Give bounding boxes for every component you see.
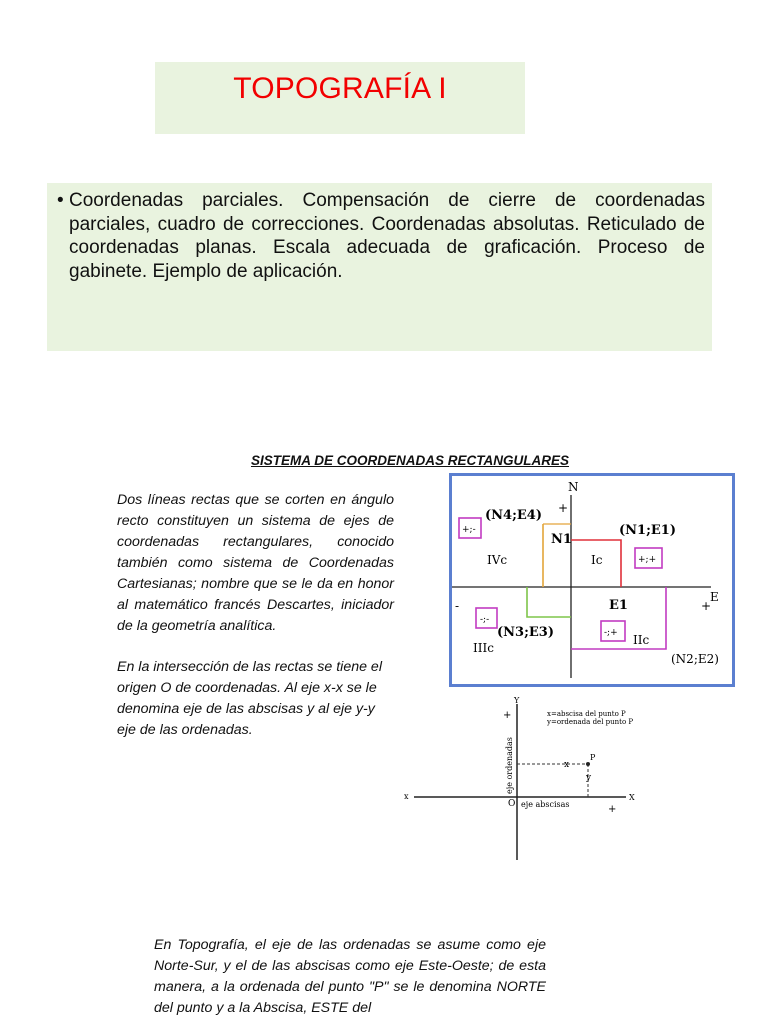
sign-q4: +;-	[462, 525, 476, 535]
plus-top-label: +	[558, 501, 569, 515]
point-n2e2-label: (N2;E2)	[671, 652, 719, 666]
quadrant-ii-label: IIc	[633, 633, 650, 647]
sign-q1: +;+	[638, 555, 657, 565]
legend-line-1: x=abscisa del punto P	[547, 710, 626, 718]
sign-q3: -;-	[480, 615, 490, 625]
section-title: SISTEMA DE COORDENADAS RECTANGULARES	[250, 453, 569, 468]
sign-q2: -;+	[604, 628, 618, 638]
minus-left-label: -	[455, 599, 460, 613]
x-mark: x	[564, 760, 570, 770]
quadrant-iv-label: IVc	[487, 553, 508, 567]
point-n1e1-label: (N1;E1)	[619, 523, 676, 538]
point-p-label: P	[590, 753, 596, 762]
x-axis-caption: eje abscisas	[521, 800, 570, 809]
quadrant-i-label: Ic	[591, 553, 603, 567]
y-axis-label: Y	[514, 696, 520, 705]
point-n3e3-label: (N3;E3)	[497, 625, 554, 640]
title-box	[155, 62, 525, 134]
n1-label: N1	[551, 532, 572, 547]
legend-line-2: y=ordenada del punto P	[547, 718, 634, 726]
quadrant-iii-label: IIIc	[473, 641, 494, 655]
point-p	[586, 762, 590, 766]
bullet-text: Coordenadas parciales. Compensación de cierre de coordenadas parciales, cuadro de correcciones. Coordenadas absolutas. Reticulado de coordenadas planas. Escala adecuada de graficación. Proceso de gabinete. Ejemplo de aplicación.	[69, 190, 705, 282]
axis-n-label: N	[568, 480, 579, 494]
axis-e-label: E	[710, 590, 719, 604]
bullet-marker: •	[57, 190, 64, 211]
y-plus-label: +	[503, 710, 512, 721]
paragraph-origin: En la intersección de las rectas se tiene el origen O de coordenadas. Al eje x-x se le denomina eje de las abscisas y al eje y-y eje de las ordenadas.	[117, 659, 382, 738]
x-plus-label: +	[608, 804, 617, 815]
plus-right-label: +	[701, 599, 712, 613]
e1-label: E1	[609, 598, 628, 613]
paragraph-topography: En Topografía, el eje de las ordenadas se asume como eje Norte-Sur, y el de las abscisas como eje Este-Oeste; de esta manera, a la ordenada del punto "P" se le denomina NORTE del punto y a la Abscisa, ESTE del	[154, 937, 546, 1016]
point-n4e4-label: (N4;E4)	[485, 508, 542, 523]
quadrant-figure	[449, 473, 735, 687]
xy-axes-figure	[400, 694, 668, 864]
paragraph-definition: Dos líneas rectas que se corten en ángulo recto constituyen un sistema de ejes de coordenadas rectangulares, conocido también como sistema de Coordenadas Cartesianas; nombre que se le da en honor al matemático francés Descartes, iniciador de la geometría analítica.	[117, 492, 394, 634]
origin-label: O	[508, 799, 516, 809]
y-axis-caption: eje ordenadas	[505, 737, 514, 794]
y-mark: y	[586, 773, 592, 783]
page-title: TOPOGRAFÍA I	[233, 72, 447, 105]
x-axis-label: X	[629, 793, 635, 802]
x-left-label: x	[404, 792, 409, 801]
bullet-box	[47, 183, 712, 351]
